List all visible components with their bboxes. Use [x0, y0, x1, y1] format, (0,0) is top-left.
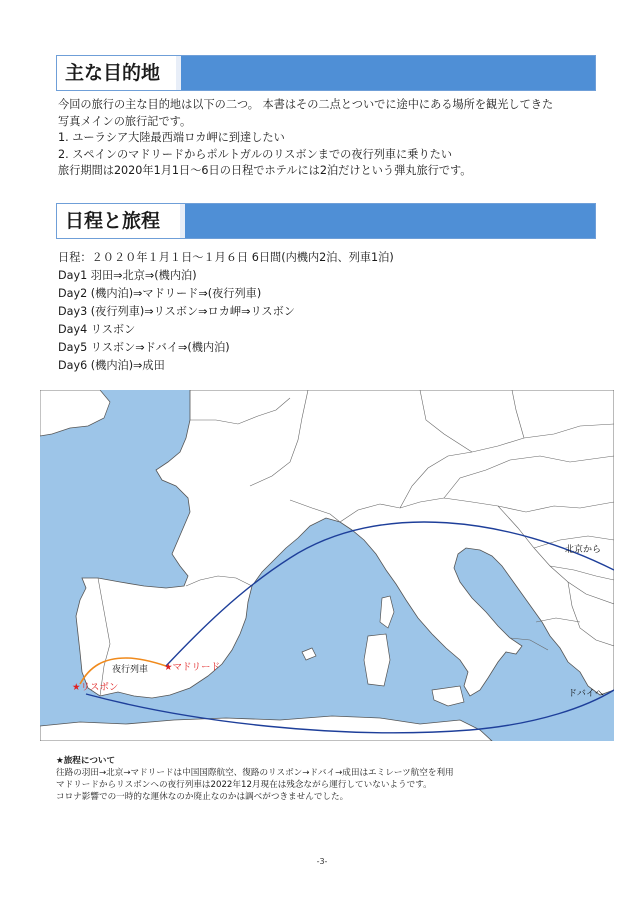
- land-sardinia: [364, 634, 390, 686]
- label-beijing: 北京から: [565, 545, 602, 555]
- label-lisbon: ★リスボン: [72, 682, 119, 693]
- section-title: 日程と旅程: [57, 204, 185, 238]
- schedule-line: Day4 リスボン: [58, 323, 136, 336]
- text-line: 旅行期間は2020年1月1日～6日の日程でホテルには2泊だけという弾丸旅行です。: [58, 164, 472, 177]
- notes-title: ★旅程について: [56, 756, 116, 766]
- text-line: 今回の旅行の主な目的地は以下の二つ。 本書はその二点とついでに途中にある場所を観光してきた: [58, 98, 554, 111]
- text-line: 1. ユーラシア大陸最西端ロカ岬に到達したい: [58, 131, 285, 144]
- notes-line: コロナ影響での一時的な運休なのか廃止なのかは調べがつきませんでした。: [56, 792, 349, 802]
- schedule-line: Day3 (夜行列車)⇒リスボン⇒ロカ岬⇒リスボン: [58, 305, 295, 318]
- route-map: [40, 390, 614, 741]
- destinations-text: [58, 97, 553, 180]
- section-heading-schedule: [56, 203, 596, 239]
- section-title: 主な目的地: [57, 56, 181, 90]
- text-line: 2. スペインのマドリードからポルトガルのリスボンまでの夜行列車に乗りたい: [58, 147, 453, 161]
- schedule-list: [58, 249, 394, 375]
- notes-line: マドリードからリスボンへの夜行列車は2022年12月現在は残念ながら運行していないようです。: [56, 780, 432, 790]
- label-madrid: ★マドリード: [164, 662, 221, 673]
- notes-line: 往路の羽田→北京→マドリードは中国国際航空、復路のリスボン→ドバイ→成田はエミレーツ航空を利用: [56, 768, 454, 778]
- label-night-train: 夜行列車: [112, 665, 149, 675]
- text-line: 写真メインの旅行記です。: [58, 114, 192, 128]
- schedule-line: Day5 リスボン⇒ドバイ⇒(機内泊): [58, 341, 230, 354]
- page-number: -3-: [316, 857, 328, 866]
- schedule-line: 日程：２０２０年１月１日～１月６日 6日間(内機内2泊、列車1泊): [58, 251, 394, 264]
- section-heading-destinations: [56, 55, 596, 91]
- trip-notes: [56, 755, 454, 803]
- schedule-line: Day6 (機内泊)⇒成田: [58, 359, 165, 372]
- schedule-line: Day2 (機内泊)⇒マドリード⇒(夜行列車): [58, 287, 262, 300]
- schedule-line: Day1 羽田⇒北京⇒(機内泊): [58, 269, 197, 282]
- label-dubai: ドバイへ: [568, 689, 604, 699]
